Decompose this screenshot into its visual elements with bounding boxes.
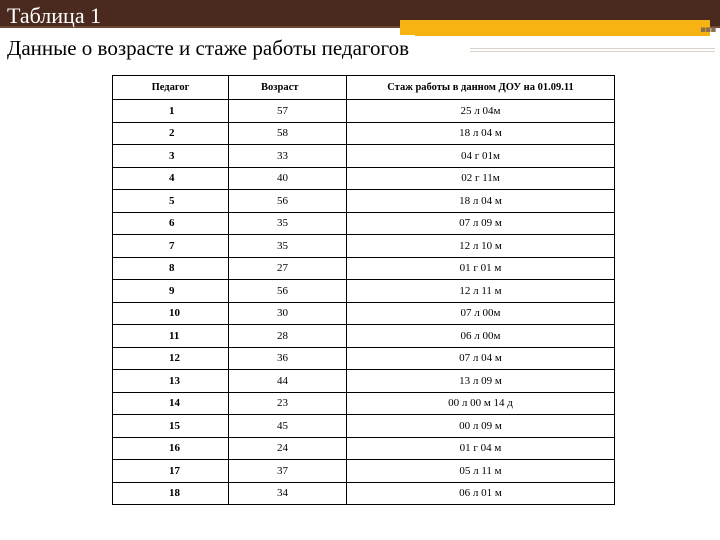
cell-teacher: 3 — [113, 145, 229, 168]
table-row — [113, 280, 615, 303]
cell-experience: 18 л 04 м — [347, 190, 615, 213]
table-row — [113, 325, 615, 348]
cell-experience: 12 л 10 м — [347, 235, 615, 258]
column-header-age: Возраст — [229, 76, 347, 100]
cell-age: 28 — [229, 325, 347, 348]
accent-bar — [400, 20, 710, 36]
cell-age: 33 — [229, 145, 347, 168]
cell-age: 27 — [229, 257, 347, 280]
cell-teacher: 7 — [113, 235, 229, 258]
cell-teacher: 13 — [113, 370, 229, 393]
cell-teacher: 17 — [113, 460, 229, 483]
table-row — [113, 460, 615, 483]
column-header-experience: Стаж работы в данном ДОУ на 01.09.11 — [347, 76, 615, 100]
cell-teacher: 5 — [113, 190, 229, 213]
cell-age: 37 — [229, 460, 347, 483]
table-row — [113, 415, 615, 438]
table-header-row — [113, 76, 615, 100]
cell-experience: 04 г 01м — [347, 145, 615, 168]
cell-age: 58 — [229, 122, 347, 145]
cell-age: 35 — [229, 235, 347, 258]
cell-teacher: 2 — [113, 122, 229, 145]
cell-age: 30 — [229, 302, 347, 325]
cell-age: 56 — [229, 280, 347, 303]
cell-teacher: 15 — [113, 415, 229, 438]
table-row — [113, 235, 615, 258]
table-row — [113, 145, 615, 168]
cell-experience: 12 л 11 м — [347, 280, 615, 303]
table-row — [113, 257, 615, 280]
table-row — [113, 212, 615, 235]
cell-age: 45 — [229, 415, 347, 438]
cell-teacher: 12 — [113, 347, 229, 370]
table-row — [113, 167, 615, 190]
table-row — [113, 100, 615, 123]
column-header-teacher: Педагог — [113, 76, 229, 100]
table-row — [113, 190, 615, 213]
cell-experience: 05 л 11 м — [347, 460, 615, 483]
cell-teacher: 9 — [113, 280, 229, 303]
cell-teacher: 1 — [113, 100, 229, 123]
cell-experience: 01 г 01 м — [347, 257, 615, 280]
cell-teacher: 4 — [113, 167, 229, 190]
cell-experience: 25 л 04м — [347, 100, 615, 123]
cell-experience: 01 г 04 м — [347, 437, 615, 460]
cell-teacher: 8 — [113, 257, 229, 280]
cell-age: 44 — [229, 370, 347, 393]
cell-teacher: 14 — [113, 392, 229, 415]
cell-age: 40 — [229, 167, 347, 190]
cell-teacher: 6 — [113, 212, 229, 235]
table-row — [113, 122, 615, 145]
cell-age: 34 — [229, 482, 347, 505]
table-body — [113, 100, 615, 505]
cell-age: 35 — [229, 212, 347, 235]
teachers-table — [112, 75, 615, 505]
cell-teacher: 18 — [113, 482, 229, 505]
cell-experience: 13 л 09 м — [347, 370, 615, 393]
cell-experience: 02 г 11м — [347, 167, 615, 190]
cell-experience: 07 л 00м — [347, 302, 615, 325]
cell-teacher: 16 — [113, 437, 229, 460]
cell-age: 36 — [229, 347, 347, 370]
table-row — [113, 347, 615, 370]
cell-experience: 07 л 04 м — [347, 347, 615, 370]
title-rule — [470, 48, 715, 49]
cell-age: 56 — [229, 190, 347, 213]
cell-age: 24 — [229, 437, 347, 460]
cell-age: 57 — [229, 100, 347, 123]
accent-dots: ▪▪▪ — [700, 25, 716, 35]
cell-experience: 06 л 01 м — [347, 482, 615, 505]
table-row — [113, 370, 615, 393]
cell-experience: 18 л 04 м — [347, 122, 615, 145]
cell-teacher: 11 — [113, 325, 229, 348]
cell-teacher: 10 — [113, 302, 229, 325]
table-row — [113, 437, 615, 460]
title-rule-second — [470, 51, 715, 52]
cell-experience: 07 л 09 м — [347, 212, 615, 235]
cell-age: 23 — [229, 392, 347, 415]
table-row — [113, 392, 615, 415]
table-label: Таблица 1 — [7, 3, 102, 28]
table-row — [113, 482, 615, 505]
table-row — [113, 302, 615, 325]
cell-experience: 06 л 00м — [347, 325, 615, 348]
page-title: Данные о возрасте и стаже работы педагогов — [7, 35, 415, 61]
cell-experience: 00 л 09 м — [347, 415, 615, 438]
cell-experience: 00 л 00 м 14 д — [347, 392, 615, 415]
